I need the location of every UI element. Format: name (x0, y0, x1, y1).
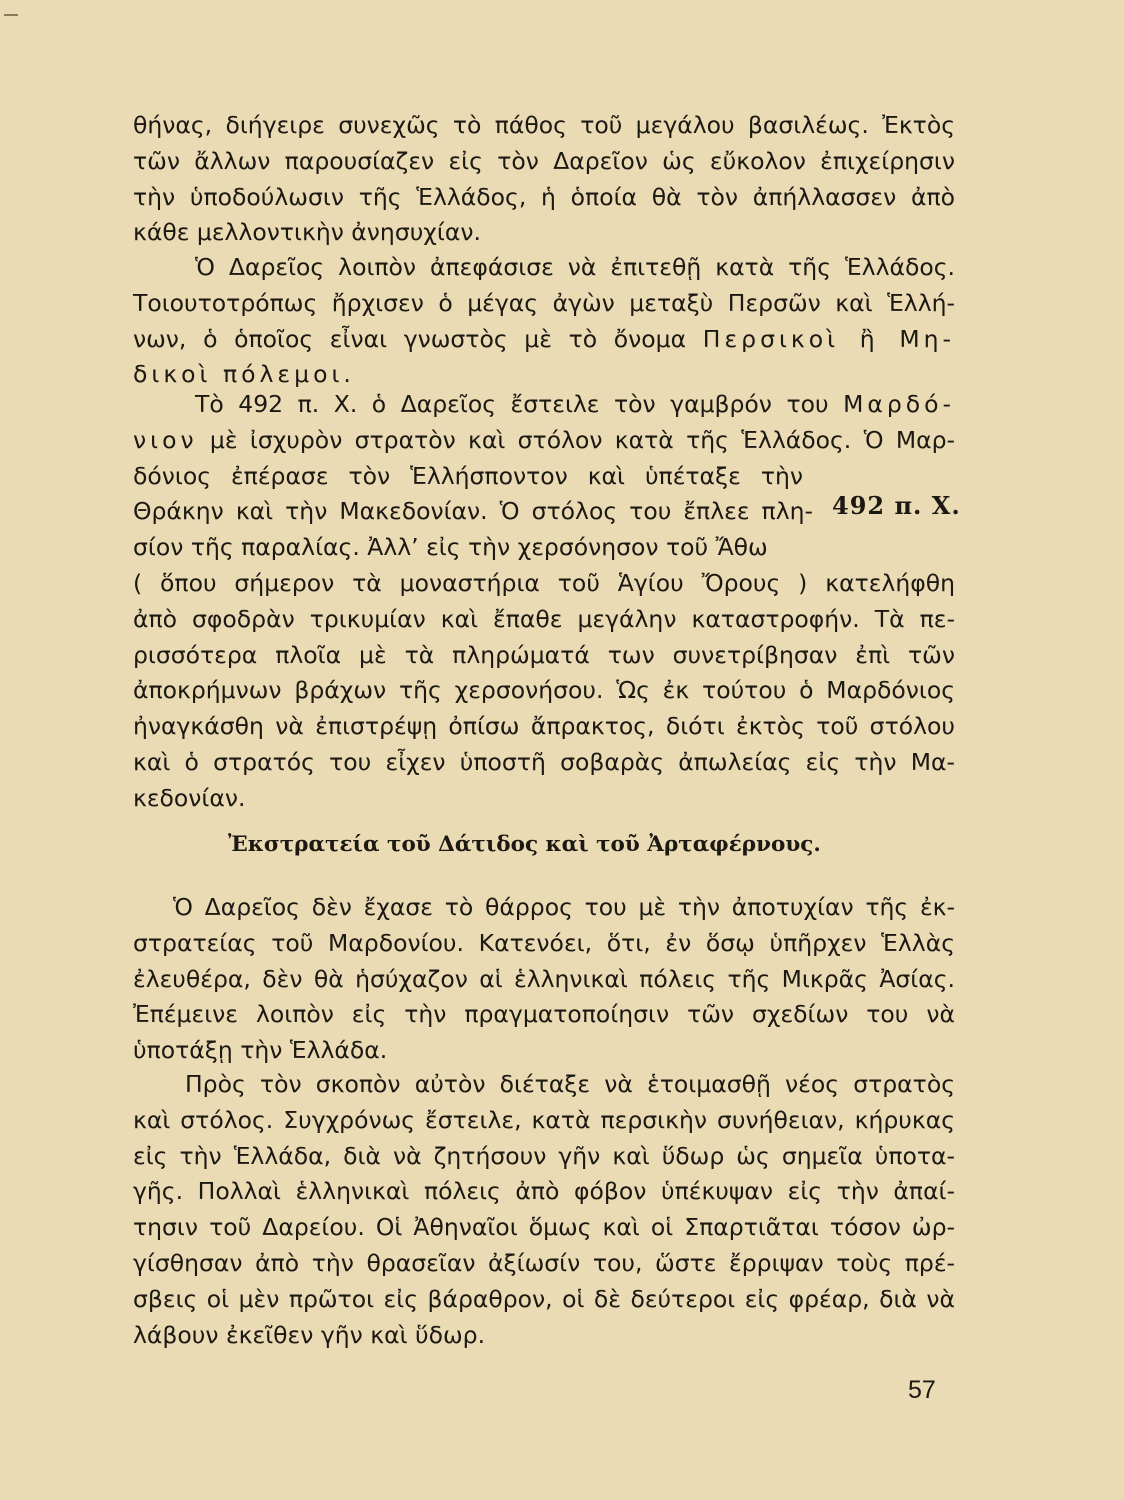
text-line: ( ὅπου σήμερον τὰ μοναστήρια τοῦ Ἁγίου Ὄρους ) κατελήφθη (133, 568, 955, 597)
text-line: Ὁ Δαρεῖος λοιπὸν ἀπεφάσισε νὰ ἐπιτεθῇ κατὰ τῆς Ἑλλάδος. (195, 253, 955, 281)
text-line: τὴν ὑποδούλωσιν τῆς Ἑλλάδος, ἡ ὁποία θὰ τὸν ἀπήλλασσεν ἀπὸ (133, 182, 955, 211)
paragraph-3 (133, 387, 955, 817)
text-line: ἀπὸ σφοδρὰν τρικυμίαν καὶ ἔπαθε μεγάλην καταστροφήν. Τὰ πε- (133, 604, 955, 633)
text-fragment: μὲ ἰσχυρὸν στρατὸν καὶ στόλον κατὰ τῆς Ἑλλάδος. Ὁ Μαρ- (197, 425, 955, 454)
paragraph-1 (133, 108, 955, 251)
text-line: ἠναγκάσθη νὰ ἐπιστρέψῃ ὀπίσω ἄπρακτος, διότι ἐκτὸς τοῦ στόλου (133, 712, 955, 741)
text-line: λάβουν ἐκεῖθεν γῆν καὶ ὕδωρ. (133, 1320, 486, 1349)
text-line: Ὁ Δαρεῖος δὲν ἔχασε τὸ θάρρος του μὲ τὴν ἀποτυχίαν τῆς ἐκ- (173, 893, 955, 921)
corner-mark (4, 14, 18, 16)
text-fragment: νων, ὁ ὁποῖος εἶναι γνωστὸς μὲ τὸ ὄνομα (133, 324, 703, 353)
text-line: κεδονίαν. (133, 783, 246, 812)
paragraph-2 (133, 250, 955, 393)
text-line: γῆς. Πολλαὶ ἑλληνικαὶ πόλεις ἀπὸ φόβον ὑπέκυψαν εἰς τὴν ἀπαί- (133, 1177, 955, 1206)
text-line: κάθε μελλοντικὴν ἀνησυχίαν. (133, 218, 481, 247)
text-line (133, 423, 955, 459)
text-line: ἀποκρήμνων βράχων τῆς χερσονήσου. Ὡς ἐκ τούτου ὁ Μαρδόνιος (133, 676, 955, 705)
text-line: τησιν τοῦ Δαρείου. Οἱ Ἀθηναῖοι ὅμως καὶ οἱ Σπαρτιᾶται τόσον ὠρ- (133, 1213, 955, 1242)
text-line: Ἐπέμεινε λοιπὸν εἰς τὴν πραγματοποίησιν τῶν σχεδίων του νὰ (133, 1000, 955, 1029)
text-line: σβεις οἱ μὲν πρῶτοι εἰς βάραθρον, οἱ δὲ δεύτεροι εἰς φρέαρ, διὰ νὰ (133, 1284, 955, 1313)
text-line: εἰς τὴν Ἑλλάδα, διὰ νὰ ζητήσουν γῆν καὶ ὕδωρ ὡς σημεῖα ὑποτα- (133, 1141, 955, 1170)
text-line: στρατείας τοῦ Μαρδονίου. Κατενόει, ὅτι, ἐν ὅσῳ ὑπῆρχεν Ἑλλὰς (133, 928, 955, 957)
text-line: δόνιος ἐπέρασε τὸν Ἑλλήσποντον καὶ ὑπέταξε τὴν (133, 461, 803, 490)
text-line: καὶ ὁ στρατός του εἶχεν ὑποστῆ σοβαρὰς ἀπωλείας εἰς τὴν Μα- (133, 747, 955, 776)
text-line (133, 322, 955, 358)
text-line: Πρὸς τὸν σκοπὸν αὐτὸν διέταξε νὰ ἑτοιμασθῇ νέος στρατὸς (185, 1070, 955, 1098)
text-line: Θράκην καὶ τὴν Μακεδονίαν. Ὁ στόλος του ἔπλεε πλη- (133, 497, 813, 526)
text-line: ἐλευθέρα, δὲν θὰ ἡσύχαζον αἱ ἑλληνικαὶ πόλεις τῆς Μικρᾶς Ἀσίας. (133, 964, 955, 993)
text-fragment: Τὸ 492 π. Χ. ὁ Δαρεῖος ἔστειλε τὸν γαμβρόν του (195, 390, 844, 418)
text-line: σίον τῆς παραλίας. Ἀλλ’ εἰς τὴν χερσόνησον τοῦ Ἄθω (133, 533, 768, 562)
text-line: τῶν ἄλλων παρουσίαζεν εἰς τὸν Δαρεῖον ὡς εὔκολον ἐπιχείρησιν (133, 146, 955, 175)
text-line: Τοιουτοτρόπως ἤρχισεν ὁ μέγας ἀγὼν μεταξὺ Περσῶν καὶ Ἑλλή- (133, 288, 955, 317)
text-line: ὑποτάξῃ τὴν Ἑλλάδα. (133, 1036, 388, 1065)
section-heading: Ἐκστρατεία τοῦ Δάτιδος καὶ τοῦ Ἀρταφέρνους. (228, 832, 821, 857)
emphasized-text: Περσικοὶ ἢ Μη- (702, 324, 955, 353)
emphasized-text: δικοὶ πόλεμοι. (133, 360, 355, 389)
margin-note-date: 492 π. Χ. (832, 491, 961, 520)
emphasized-text: Μαρδό- (843, 390, 955, 418)
text-line: καὶ στόλος. Συγχρόνως ἔστειλε, κατὰ περσικὴν συνήθειαν, κήρυκας (133, 1105, 955, 1134)
paragraph-5 (133, 1067, 955, 1353)
text-line: θήνας, διήγειρε συνεχῶς τὸ πάθος τοῦ μεγάλου βασιλέως. Ἐκτὸς (133, 111, 955, 139)
text-line (133, 387, 955, 423)
page-number: 57 (908, 1376, 936, 1404)
emphasized-text: νιον (133, 425, 198, 454)
paragraph-4 (133, 890, 955, 1069)
text-line: γίσθησαν ἀπὸ τὴν θρασεῖαν ἀξίωσίν του, ὥστε ἔρριψαν τοὺς πρέ- (133, 1248, 955, 1277)
text-line: ρισσότερα πλοῖα μὲ τὰ πληρώματά των συνετρίβησαν ἐπὶ τῶν (133, 640, 955, 669)
